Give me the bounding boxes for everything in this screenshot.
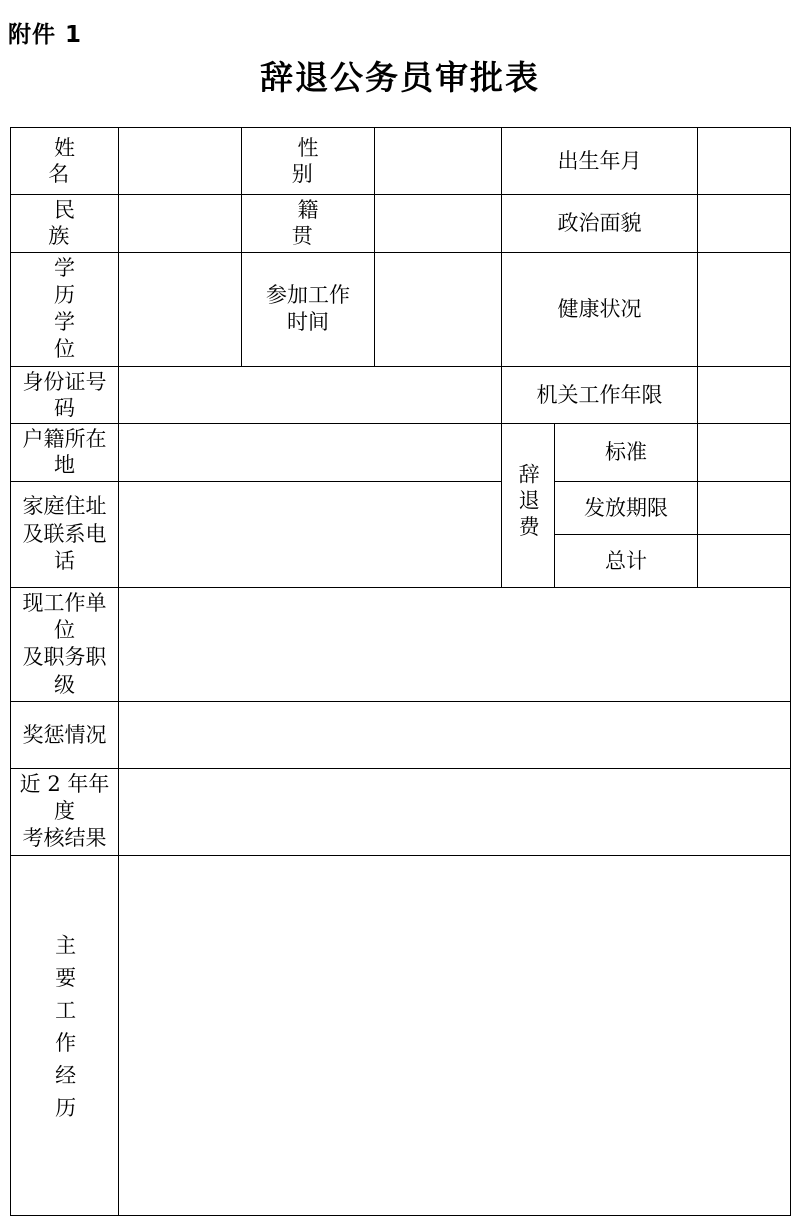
- table-row: [11, 128, 791, 195]
- label-gender: 性 别: [242, 128, 375, 195]
- label-dismissal-fee: 辞退费: [502, 424, 555, 588]
- label-political-status: 政治面貌: [502, 195, 698, 253]
- label-fee-standard: 标准: [555, 424, 698, 482]
- label-education: 学 历 学 位: [11, 252, 119, 366]
- table-row: [11, 424, 791, 482]
- field-fee-period[interactable]: [698, 481, 791, 534]
- field-birth-date[interactable]: [698, 128, 791, 195]
- field-agency-years[interactable]: [698, 366, 791, 424]
- label-household-location: 户籍所在地: [11, 424, 119, 482]
- field-appraisal[interactable]: [119, 768, 791, 855]
- table-row: [11, 768, 791, 855]
- table-row: [11, 252, 791, 366]
- label-appraisal: 近 2 年年度 考核结果: [11, 768, 119, 855]
- table-row: [11, 366, 791, 424]
- label-home-address: 家庭住址 及联系电话: [11, 481, 119, 587]
- label-name: 姓 名: [11, 128, 119, 195]
- page-title: 辞退公务员审批表: [260, 58, 540, 97]
- label-current-unit: 现工作单位 及职务职级: [11, 587, 119, 701]
- label-work-experience: 主要工作经历: [11, 855, 119, 1215]
- table-row: [11, 587, 791, 701]
- approval-form-table: [10, 127, 791, 1216]
- field-work-start[interactable]: [375, 252, 502, 366]
- field-political-status[interactable]: [698, 195, 791, 253]
- field-rewards-punishments[interactable]: [119, 701, 791, 768]
- label-health: 健康状况: [502, 252, 698, 366]
- table-row: [11, 701, 791, 768]
- table-row: [11, 855, 791, 1215]
- table-row: [11, 481, 791, 534]
- field-id-number[interactable]: [119, 366, 502, 424]
- label-agency-years: 机关工作年限: [502, 366, 698, 424]
- label-rewards-punishments: 奖惩情况: [11, 701, 119, 768]
- field-household-location[interactable]: [119, 424, 502, 482]
- label-birth-date: 出生年月: [502, 128, 698, 195]
- field-fee-standard[interactable]: [698, 424, 791, 482]
- label-id-number: 身份证号码: [11, 366, 119, 424]
- label-ethnicity: 民 族: [11, 195, 119, 253]
- field-home-address[interactable]: [119, 481, 502, 587]
- label-native-place: 籍 贯: [242, 195, 375, 253]
- field-work-experience[interactable]: [119, 855, 791, 1215]
- field-health[interactable]: [698, 252, 791, 366]
- field-current-unit[interactable]: [119, 587, 791, 701]
- field-fee-total[interactable]: [698, 534, 791, 587]
- label-work-start: 参加工作 时间: [242, 252, 375, 366]
- label-fee-total: 总计: [555, 534, 698, 587]
- table-row: [11, 195, 791, 253]
- attachment-label: 附件 1: [8, 22, 83, 48]
- label-fee-period: 发放期限: [555, 481, 698, 534]
